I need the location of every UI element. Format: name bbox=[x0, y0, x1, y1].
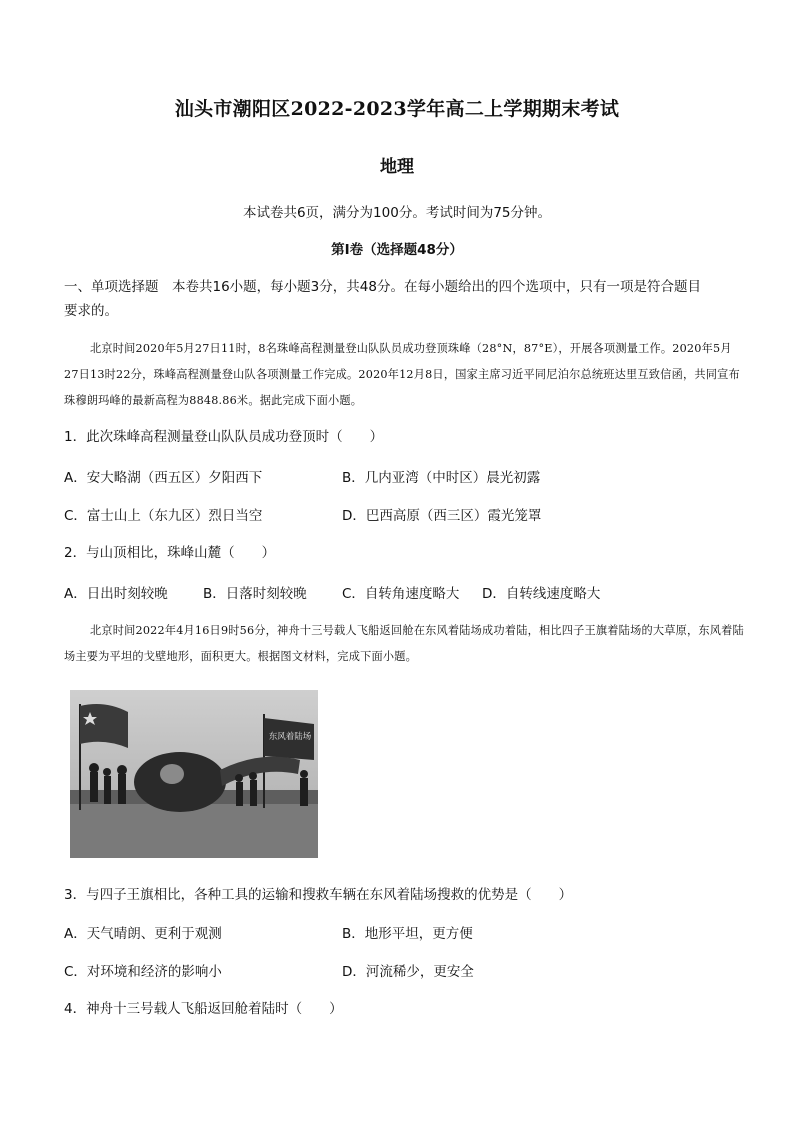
question-3-stem: 3．与四子王旗相比，各种工具的运输和搜救车辆在东风着陆场搜救的优势是（ ） bbox=[64, 887, 573, 903]
question-3-option-b: B．地形平坦，更方便 bbox=[342, 926, 473, 942]
question-2-option-d: D．自转线速度略大 bbox=[482, 586, 601, 602]
instructions-line-1: 一、单项选择题 本卷共16小题，每小题3分，共48分。在每小题给出的四个选项中，只有一项是符合题目 bbox=[64, 279, 701, 295]
question-1-option-d: D．巴西高原（西三区）霞光笼罩 bbox=[342, 508, 542, 524]
question-2-option-c: C．自转角速度略大 bbox=[342, 586, 460, 602]
question-1-option-b: B．几内亚湾（中时区）晨光初露 bbox=[342, 470, 541, 486]
question-3-option-c: C．对环境和经济的影响小 bbox=[64, 964, 222, 980]
exam-info: 本试卷共6页，满分为100分。考试时间为75分钟。 bbox=[242, 205, 552, 221]
question-1-option-c: C．富士山上（东九区）烈日当空 bbox=[64, 508, 263, 524]
banner-flag-text: 东风着陆场 bbox=[268, 732, 312, 742]
question-1-stem: 1．此次珠峰高程测量登山队队员成功登顶时（ ） bbox=[64, 429, 384, 445]
landing-site-photo bbox=[70, 690, 318, 858]
question-2-stem: 2．与山顶相比，珠峰山麓（ ） bbox=[64, 545, 276, 561]
exam-title: 汕头市潮阳区2022-2023学年高二上学期期末考试 bbox=[174, 98, 620, 120]
question-1-option-a: A．安大略湖（西五区）夕阳西下 bbox=[64, 470, 263, 486]
question-3-option-d: D．河流稀少，更安全 bbox=[342, 964, 474, 980]
question-3-option-a: A．天气晴朗、更利于观测 bbox=[64, 926, 222, 942]
exam-subject: 地理 bbox=[380, 157, 414, 177]
passage-1: 北京时间2020年5月27日11时，8名珠峰高程测量登山队队员成功登顶珠峰（28°N，87°E），开展各项测量工作。2020年5月27日13时22分，珠峰高程测量登山队各项测量工作完成。2020年12月8日，国家主席习近平同尼泊尔总统班达里互致信函，共同宣布珠穆朗玛峰的最新高程为8848.86米。据此完成下面小题。 bbox=[64, 342, 740, 407]
question-4-stem: 4．神舟十三号载人飞船返回舱着陆时（ ） bbox=[64, 1001, 343, 1017]
question-2-option-a: A．日出时刻较晚 bbox=[64, 586, 168, 602]
section-heading: 第I卷（选择题48分） bbox=[331, 242, 463, 258]
instructions-line-2: 要求的。 bbox=[64, 303, 118, 319]
passage-2: 北京时间2022年4月16日9时56分，神舟十三号载人飞船返回舱在东风着陆场成功着陆，相比四子王旗着陆场的大草原，东风着陆场主要为平坦的戈壁地形，面积更大。根据图文材料，完成下面小题。 bbox=[64, 624, 744, 663]
question-2-option-b: B．日落时刻较晚 bbox=[203, 586, 307, 602]
